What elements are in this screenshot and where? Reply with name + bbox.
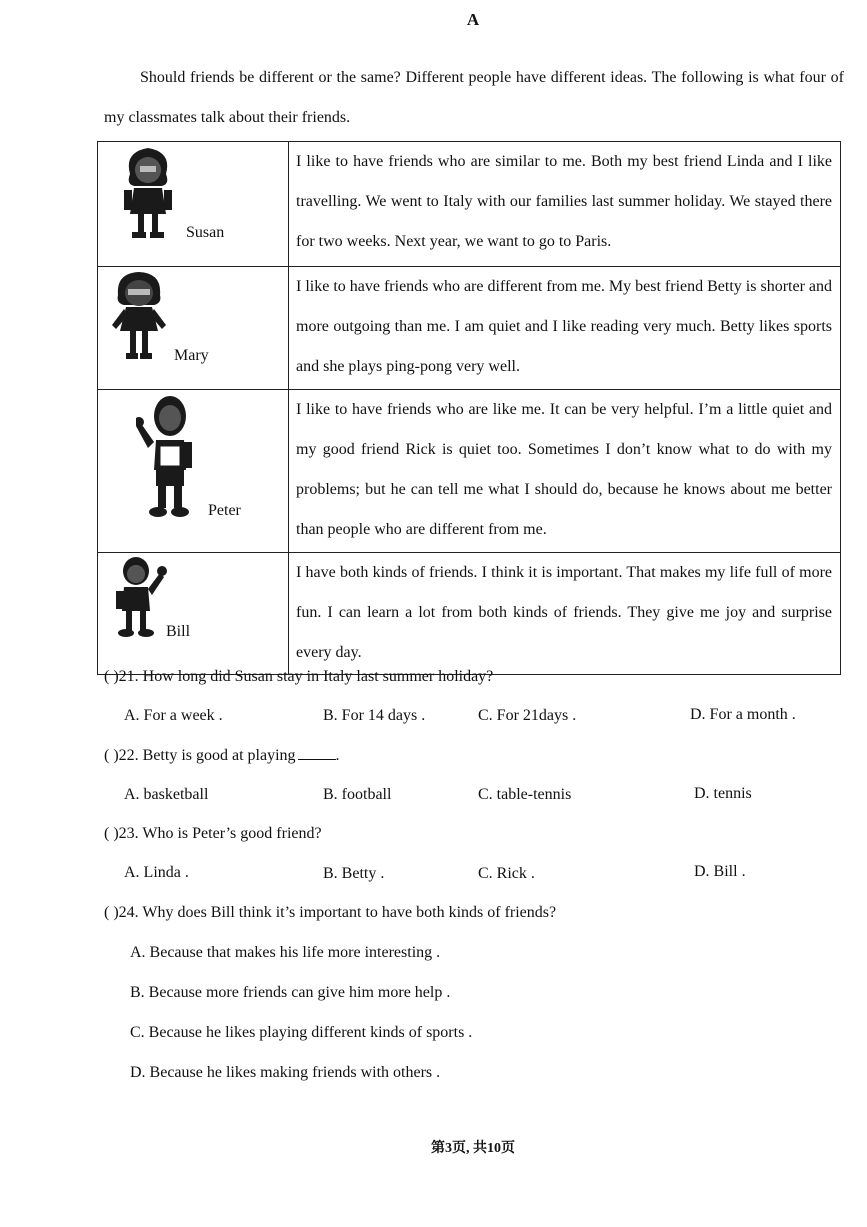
friend-description: I like to have friends who are similar to me. Both my best friend Linda and I like travelling. We went to Italy with our families last summer holiday. We stayed there for two weeks. Next year, we want to go to Paris. [289, 142, 841, 267]
section-label: A [466, 10, 480, 29]
option-d: D. Because he likes making friends with others . [130, 1064, 441, 1081]
option-c: C. table-tennis [478, 786, 572, 803]
option-d: D. Bill . [694, 863, 746, 880]
portrait-cell [98, 142, 289, 267]
friend-name: Bill [166, 623, 191, 640]
option-b: B. Because more friends can give him more help . [130, 984, 451, 1001]
option-b: B. Betty . [323, 865, 385, 882]
portrait-cell [98, 390, 289, 553]
portrait-cell [98, 267, 289, 390]
option-a: A. Linda . [124, 864, 189, 881]
table-row [98, 390, 841, 553]
friend-description: I have both kinds of friends. I think it is important. That makes my life full of more fun. I can learn a lot from both kinds of friends. They give me joy and surprise every day. [289, 553, 841, 675]
table-row [98, 267, 841, 390]
susan-figure [118, 144, 178, 242]
option-d: D. tennis [694, 785, 752, 802]
intro-paragraph: Should friends be different or the same? Different people have different ideas. The following is what four of my classmates talk about their friends. [104, 69, 844, 126]
friend-description: I like to have friends who are different from me. My best friend Betty is shorter and more outgoing than me. I am quiet and I like reading very much. Betty likes sports and she plays ping-pong very well. [289, 267, 841, 390]
mary-figure [108, 269, 170, 365]
option-c: C. Rick . [478, 865, 535, 882]
table-row [98, 553, 841, 675]
question-stem-end: . [335, 747, 340, 764]
question-24: ( )24. Why does Bill think it’s important to have both kinds of friends? [104, 904, 557, 921]
friend-description: I like to have friends who are like me. It can be very helpful. I’m a little quiet and my good friend Rick is quiet too. Sometimes I don’t know what to do with my problems; but he can tell me what I should do, because he knows about me better than people who are different from me. [289, 390, 841, 553]
option-a: A. For a week . [124, 707, 223, 724]
page-footer: 第3页, 共10页 [431, 1141, 515, 1156]
question-23: ( )23. Who is Peter’s good friend? [104, 825, 322, 842]
friend-name: Peter [208, 502, 241, 519]
peter-figure [136, 392, 198, 520]
option-c: C. For 21days . [478, 707, 577, 724]
question-22 [104, 747, 340, 765]
table-row [98, 142, 841, 267]
friend-name: Mary [174, 347, 209, 364]
bill-figure [114, 555, 170, 641]
friends-table [97, 141, 841, 675]
option-a: A. basketball [124, 786, 209, 803]
option-a: A. Because that makes his life more interesting . [130, 944, 441, 961]
answer-blank [298, 747, 336, 760]
question-stem: ( )22. Betty is good at playing [104, 747, 296, 764]
option-b: B. For 14 days . [323, 707, 426, 724]
question-21: ( )21. How long did Susan stay in Italy last summer holiday? [104, 668, 494, 685]
option-d: D. For a month . [690, 706, 796, 723]
option-b: B. football [323, 786, 392, 803]
friend-name: Susan [186, 224, 225, 241]
option-c: C. Because he likes playing different kinds of sports . [130, 1024, 473, 1041]
portrait-cell [98, 553, 289, 675]
